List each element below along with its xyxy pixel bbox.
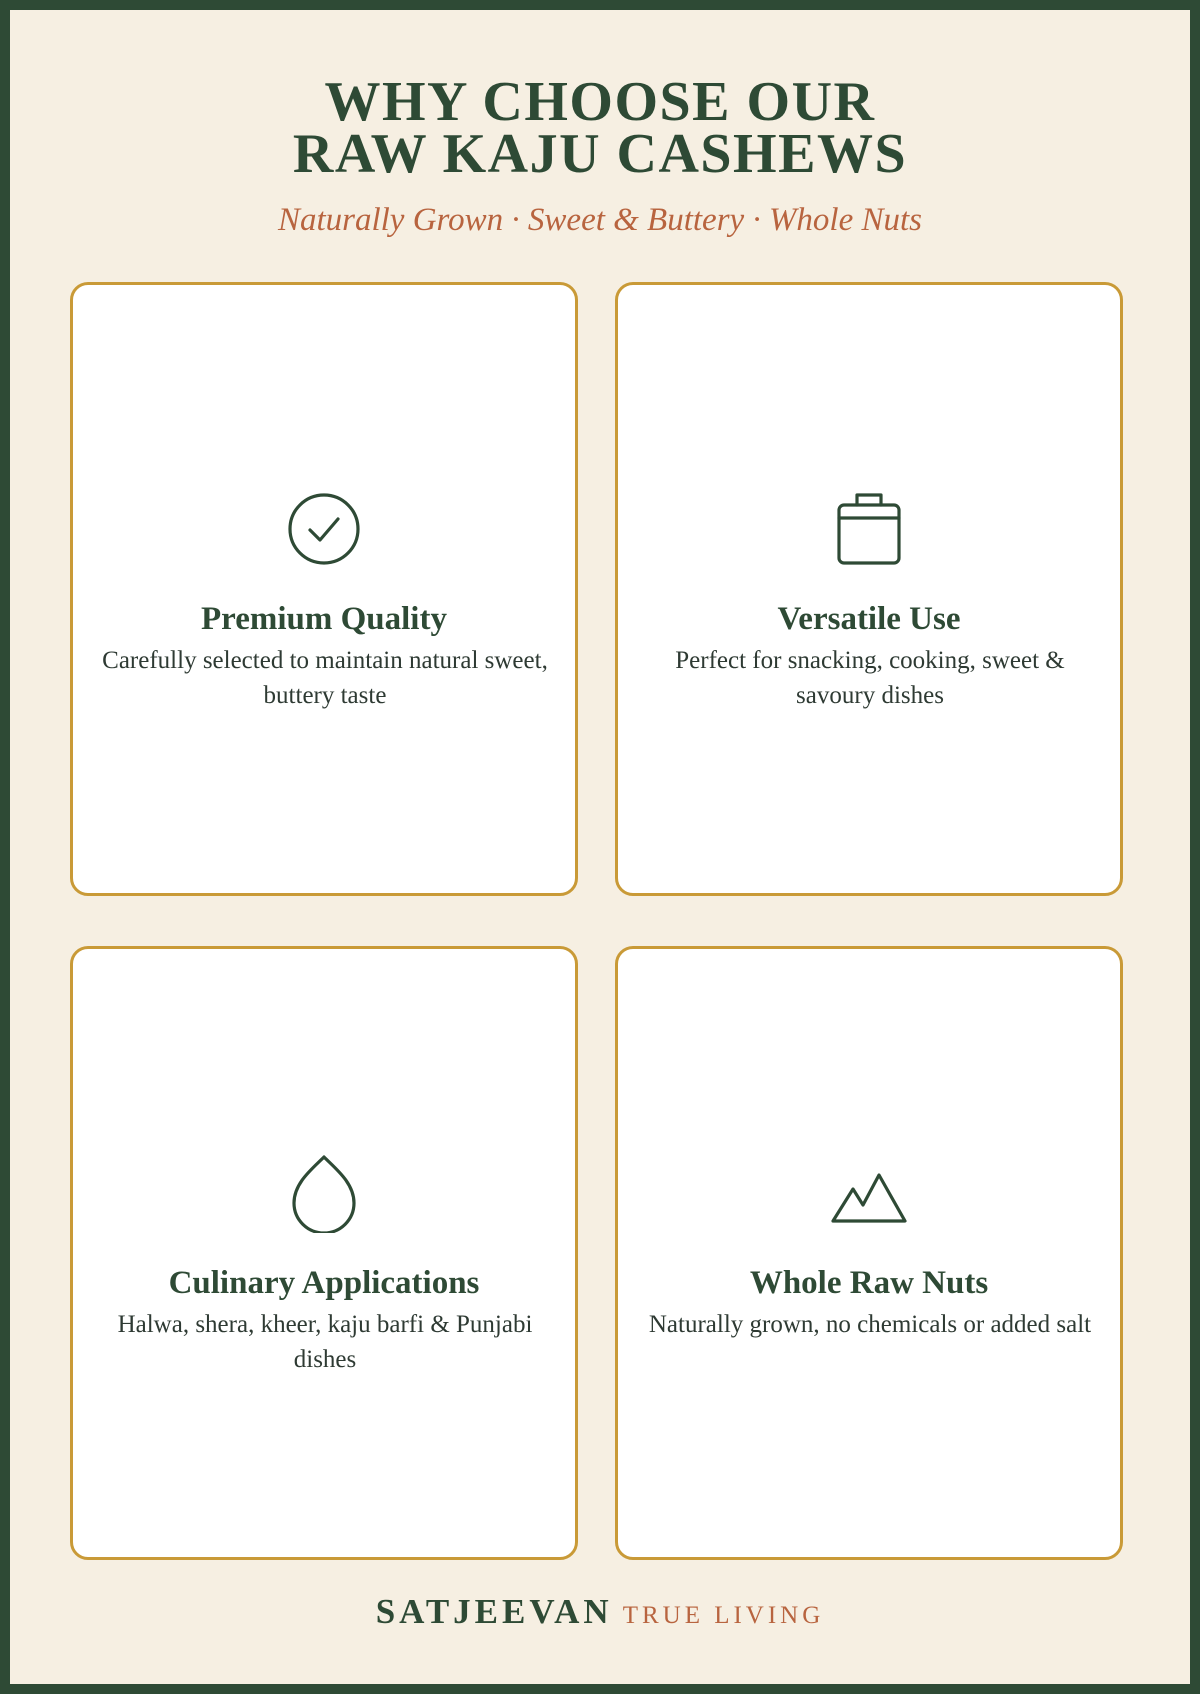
briefcase-icon: [829, 489, 909, 569]
feature-title: Premium Quality: [201, 601, 447, 637]
feature-description: Carefully selected to maintain natural sweet, buttery taste: [102, 647, 548, 709]
feature-card-culinary-applications: [70, 946, 578, 1560]
feature-title: Whole Raw Nuts: [749, 1265, 989, 1301]
check-circle-icon: [284, 489, 364, 569]
feature-card-versatile-use: [615, 282, 1123, 896]
brand-tagline: TRUE LIVING: [622, 1602, 825, 1629]
feature-title: Culinary Applications: [168, 1265, 480, 1301]
page-title: [10, 71, 1190, 185]
feature-card-whole-raw-nuts: [615, 946, 1123, 1560]
feature-description: Halwa, shera, kheer, kaju barfi & Punjabi dishes: [117, 1311, 533, 1373]
droplet-icon: [284, 1153, 364, 1233]
feature-description: Naturally grown, no chemicals or added salt: [648, 1311, 1092, 1338]
brand-name: SATJEEVAN: [375, 1592, 613, 1631]
page-subtitle: Naturally Grown · Sweet & Buttery · Whole Nuts: [277, 202, 923, 238]
mountain-icon: [829, 1153, 909, 1233]
feature-description: Perfect for snacking, cooking, sweet & savoury dishes: [675, 647, 1065, 709]
feature-card-premium-quality: [70, 282, 578, 896]
feature-title: Versatile Use: [777, 601, 961, 637]
page-frame: [10, 10, 1190, 1684]
title-line-2: RAW KAJU CASHEWS: [292, 123, 908, 185]
title-line-1: WHY CHOOSE OUR: [324, 71, 876, 133]
brand-footer: [10, 1592, 1190, 1639]
